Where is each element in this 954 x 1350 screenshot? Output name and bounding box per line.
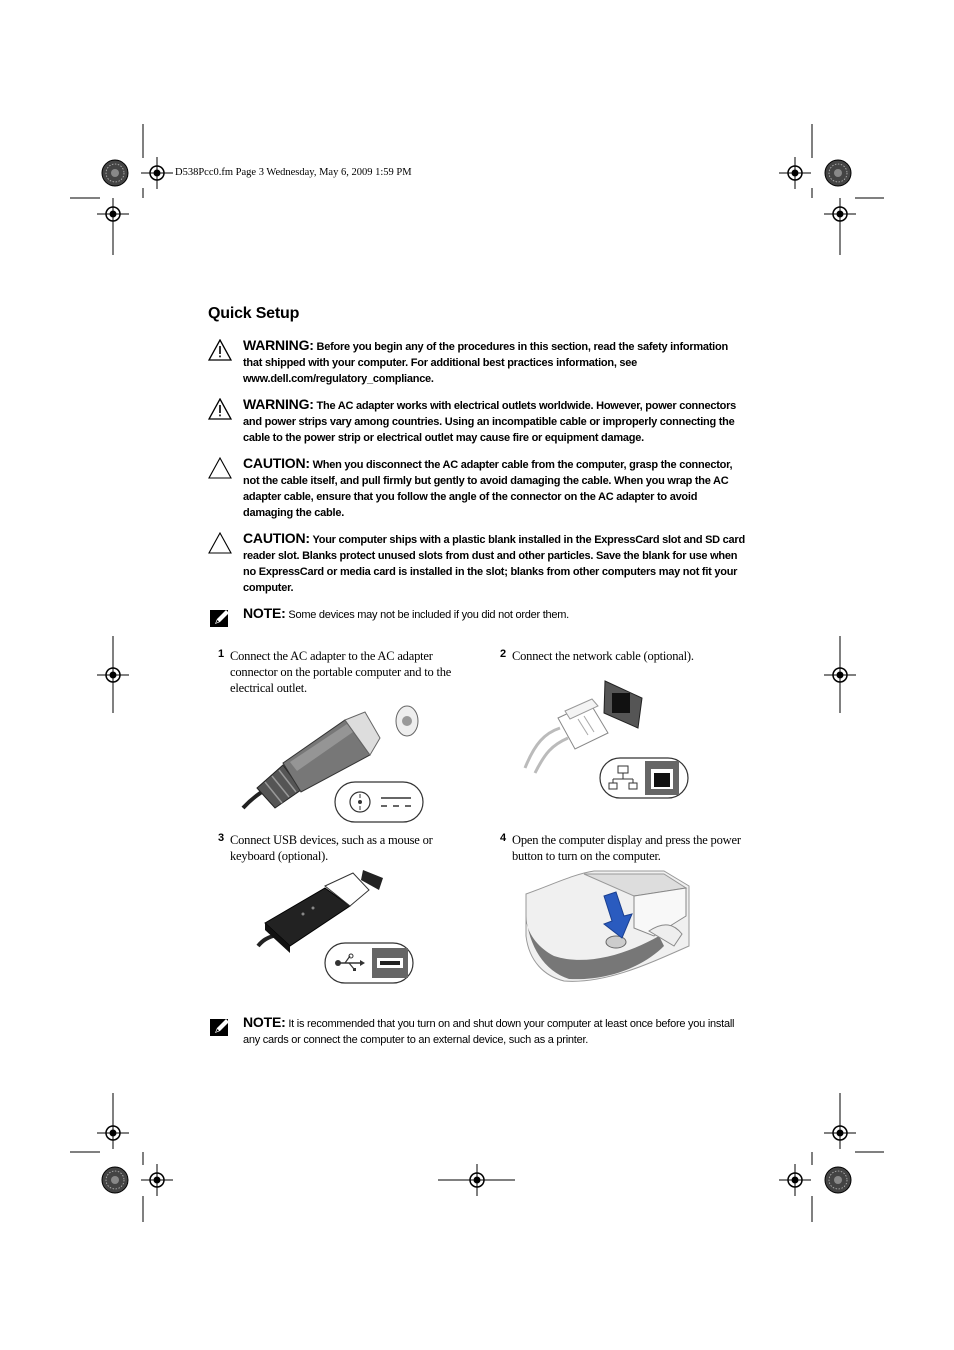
notice-text: The AC adapter works with electrical outlets worldwide. However, power connectors and power strips vary among countries. Using an incompatible cable or improperly connecting the cable to the power strip or electrical outlet may cause fire or equipment damage. bbox=[243, 400, 736, 444]
notice-label: WARNING: bbox=[243, 337, 314, 353]
notice-label: WARNING: bbox=[243, 396, 314, 412]
step-text: Connect the network cable (optional). bbox=[512, 649, 694, 663]
notice-label: NOTE: bbox=[243, 1014, 286, 1030]
network-cable-illustration bbox=[520, 673, 690, 801]
crop-mark-icon bbox=[824, 1117, 856, 1149]
page-title: Quick Setup bbox=[208, 305, 300, 322]
notice-label: NOTE: bbox=[243, 605, 286, 621]
step-text: Connect the AC adapter to the AC adapter connector on the portable computer and to the electrical outlet. bbox=[230, 649, 452, 695]
notice-label: CAUTION: bbox=[243, 530, 310, 546]
step-number: 4 bbox=[500, 832, 507, 844]
final-note-notice bbox=[208, 1014, 748, 1048]
warning-notice bbox=[208, 396, 748, 446]
power-button-illustration bbox=[524, 866, 694, 988]
step-text: Open the computer display and press the power button to turn on the computer. bbox=[512, 833, 741, 863]
step-number: 3 bbox=[218, 832, 225, 844]
setup-step-1 bbox=[218, 648, 468, 696]
usb-plug-illustration bbox=[255, 868, 420, 988]
notice-label: CAUTION: bbox=[243, 455, 310, 471]
crop-mark-icon bbox=[97, 198, 129, 230]
notice-text: When you disconnect the AC adapter cable from the computer, grasp the connector, not the cable itself, and pull firmly but gently to avoid damaging the cable. When you wrap the AC adapter cable, ensure that you follow the angle of the connector on the AC adapter to avoid damaging the cable. bbox=[243, 459, 733, 519]
step-number: 1 bbox=[218, 648, 225, 660]
crop-mark-icon bbox=[97, 659, 129, 691]
notice-text: Some devices may not be included if you did not order them. bbox=[288, 609, 569, 621]
crop-mark-icon bbox=[779, 1164, 811, 1196]
caution-notice bbox=[208, 530, 748, 596]
step-text: Connect USB devices, such as a mouse or keyboard (optional). bbox=[230, 833, 433, 863]
setup-step-3 bbox=[218, 832, 468, 864]
note-pencil-icon bbox=[208, 607, 232, 629]
warning-triangle-icon bbox=[208, 398, 232, 420]
warning-triangle-icon bbox=[208, 339, 232, 361]
crop-mark-icon bbox=[141, 1164, 173, 1196]
color-bar-target-icon bbox=[102, 160, 128, 186]
crop-mark-icon bbox=[461, 1164, 493, 1196]
color-bar-target-icon bbox=[102, 1167, 128, 1193]
caution-triangle-icon bbox=[208, 457, 232, 479]
color-bar-target-icon bbox=[825, 1167, 851, 1193]
step-number: 2 bbox=[500, 648, 507, 660]
color-bar-target-icon bbox=[825, 160, 851, 186]
caution-notice bbox=[208, 455, 748, 521]
note-notice bbox=[208, 605, 748, 623]
ac-adapter-plug-illustration bbox=[235, 700, 430, 825]
note-pencil-icon bbox=[208, 1016, 232, 1038]
crop-mark-icon bbox=[824, 659, 856, 691]
crop-mark-icon bbox=[779, 157, 811, 189]
crop-mark-icon bbox=[141, 157, 173, 189]
crop-mark-icon bbox=[97, 1117, 129, 1149]
file-header-line: D538Pcc0.fm Page 3 Wednesday, May 6, 2009 1:59 PM bbox=[175, 167, 412, 178]
setup-step-4 bbox=[500, 832, 750, 864]
notice-text: Your computer ships with a plastic blank installed in the ExpressCard slot and SD card reader slot. Blanks protect unused slots from dust and other particles. Save the blank for use when no ExpressCard or media card is installed in the slot; blanks from other computers may not fit your computer. bbox=[243, 534, 745, 594]
notice-text: Before you begin any of the procedures in this section, read the safety information that shipped with your computer. For additional best practices information, see www.dell.com/regulatory_compliance. bbox=[243, 341, 728, 385]
crop-mark-icon bbox=[824, 198, 856, 230]
notice-text: It is recommended that you turn on and shut down your computer at least once before you install any cards or connect the computer to an external device, such as a printer. bbox=[243, 1018, 735, 1046]
warning-notice bbox=[208, 337, 748, 387]
setup-step-2 bbox=[500, 648, 750, 664]
caution-triangle-icon bbox=[208, 532, 232, 554]
